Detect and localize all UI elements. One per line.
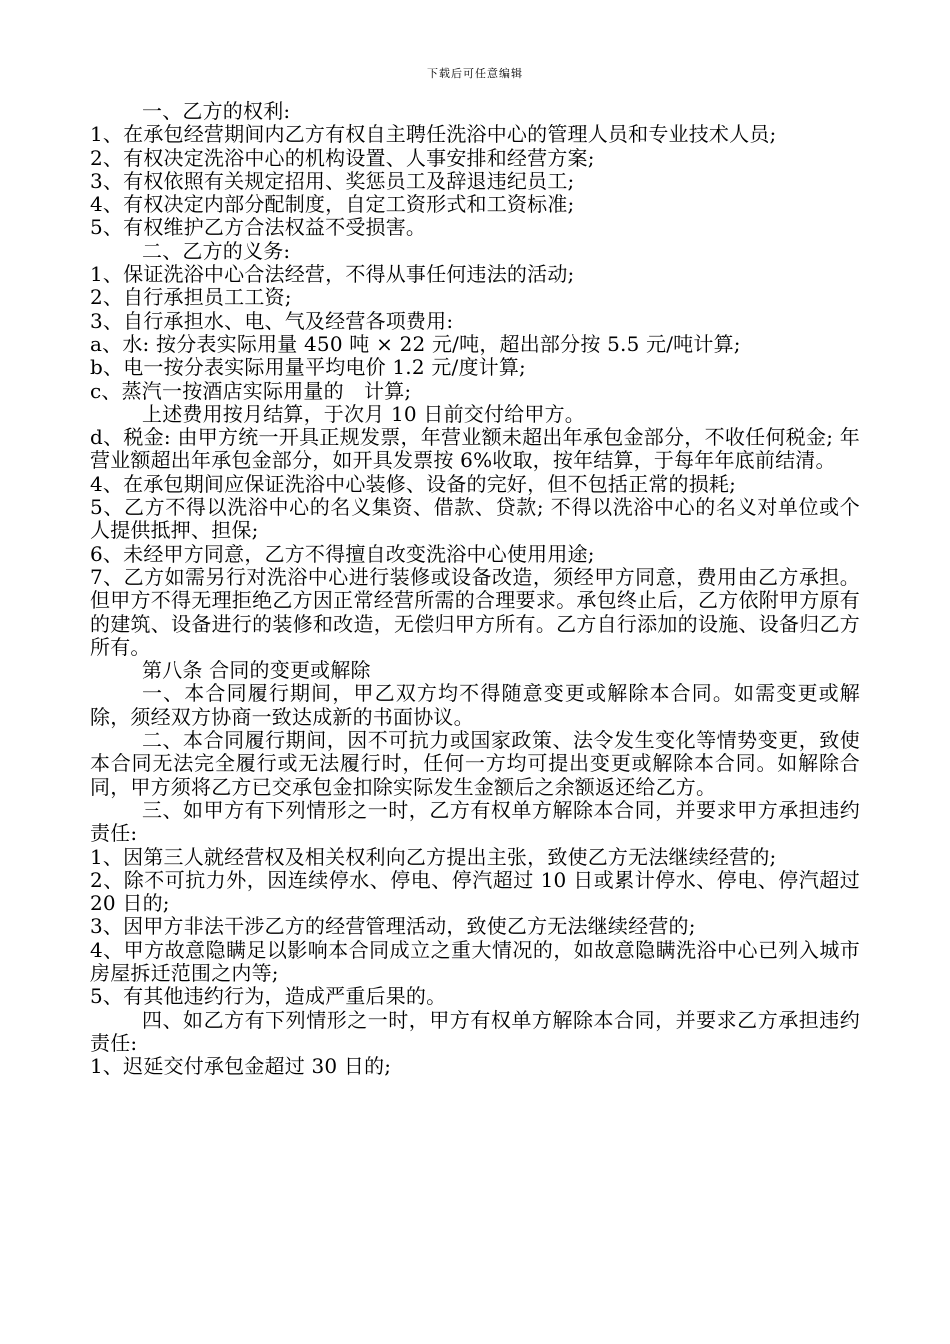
clause-paragraph: 2、除不可抗力外，因连续停水、停电、停汽超过 10 日或累计停水、停电、停汽超过 20 日的; — [90, 867, 860, 916]
clause-paragraph: 1、因第三人就经营权及相关权利向乙方提出主张，致使乙方无法继续经营的; — [90, 844, 777, 869]
clause-paragraph: 7、乙方如需另行对洗浴中心进行装修或设备改造，须经甲方同意，费用由乙方承担。但甲方不得无理拒绝乙方因正常经营所需的合理要求。承包终止后，乙方依附甲方原有的建筑、设备进行的装修和改造，无偿归甲方所有。乙方自行添加的设施、设备归乙方所有。 — [90, 564, 860, 659]
clause-paragraph: a、水: 按分表实际用量 450 吨 × 22 元/吨，超出部分按 5.5 元/吨计算; — [90, 331, 741, 356]
clause-paragraph: b、电一按分表实际用量平均电价 1.2 元/度计算; — [90, 355, 527, 380]
section-paragraph: 二、乙方的义务: — [142, 238, 291, 263]
clause-paragraph: 5、有其他违约行为，造成严重后果的。 — [90, 984, 447, 1009]
clause-paragraph: 4、甲方故意隐瞒足以影响本合同成立之重大情况的，如故意隐瞒洗浴中心已列入城市房屋拆迁范围之内等; — [90, 937, 860, 985]
page-header-note: 下载后可任意编辑 — [427, 67, 523, 80]
section-paragraph: 一、乙方的权利: — [142, 99, 291, 123]
clause-paragraph: 1、保证洗浴中心合法经营，不得从事任何违法的活动; — [90, 262, 575, 287]
clause-paragraph: 6、未经甲方同意，乙方不得擅自改变洗浴中心使用用途; — [90, 541, 595, 566]
clause-paragraph: c、蒸汽一按酒店实际用量的 计算; — [90, 378, 412, 403]
section-paragraph: 三、如甲方有下列情形之一时，乙方有权单方解除本合同，并要求甲方承担违约责任: — [90, 797, 860, 846]
clause-paragraph: 5、乙方不得以洗浴中心的名义集资、借款、贷款; 不得以洗浴中心的名义对单位或个人提供抵押、担保; — [90, 495, 860, 543]
section-paragraph: 四、如乙方有下列情形之一时，甲方有权单方解除本合同，并要求乙方承担违约责任: — [90, 1007, 860, 1055]
clause-paragraph: 3、自行承担水、电、气及经营各项费用: — [90, 308, 454, 333]
section-paragraph: 二、本合同履行期间，因不可抗力或国家政策、法令发生变化等情势变更，致使本合同无法完全履行或无法履行时，任何一方均可提出变更或解除本合同。如解除合同，甲方须将乙方已交承包金扣除实际发生金额后之余额返还给乙方。 — [90, 728, 860, 799]
clause-paragraph: d、税金: 由甲方统一开具正规发票，年营业额未超出年承包金部分，不收任何税金; 年营业额超出年承包金部分，如开具发票按 6%收取，按年结算，于每年年底前结清。 — [90, 425, 860, 473]
section-paragraph: 一、本合同履行期间，甲乙双方均不得随意变更或解除本合同。如需变更或解除，须经双方协商一致达成新的书面协议。 — [90, 681, 860, 729]
clause-paragraph: 2、自行承担员工工资; — [90, 285, 292, 310]
document-body — [90, 100, 860, 1078]
clause-paragraph: 3、因甲方非法干涉乙方的经营管理活动，致使乙方无法继续经营的; — [90, 914, 696, 939]
clause-paragraph: 5、有权维护乙方合法权益不受损害。 — [90, 215, 427, 240]
clause-paragraph: 4、在承包期间应保证洗浴中心装修、设备的完好，但不包括正常的损耗; — [90, 471, 737, 496]
clause-paragraph: 2、有权决定洗浴中心的机构设置、人事安排和经营方案; — [90, 145, 595, 170]
clause-paragraph: 1、在承包经营期间内乙方有权自主聘任洗浴中心的管理人员和专业技术人员; — [90, 122, 777, 147]
section-paragraph: 上述费用按月结算，于次月 10 日前交付给甲方。 — [142, 401, 585, 426]
section-paragraph: 第八条 合同的变更或解除 — [142, 658, 371, 683]
clause-paragraph: 1、迟延交付承包金超过 30 日的; — [90, 1054, 392, 1079]
clause-paragraph: 4、有权决定内部分配制度，自定工资形式和工资标准; — [90, 192, 575, 217]
clause-paragraph: 3、有权依照有关规定招用、奖惩员工及辞退违纪员工; — [90, 168, 575, 193]
